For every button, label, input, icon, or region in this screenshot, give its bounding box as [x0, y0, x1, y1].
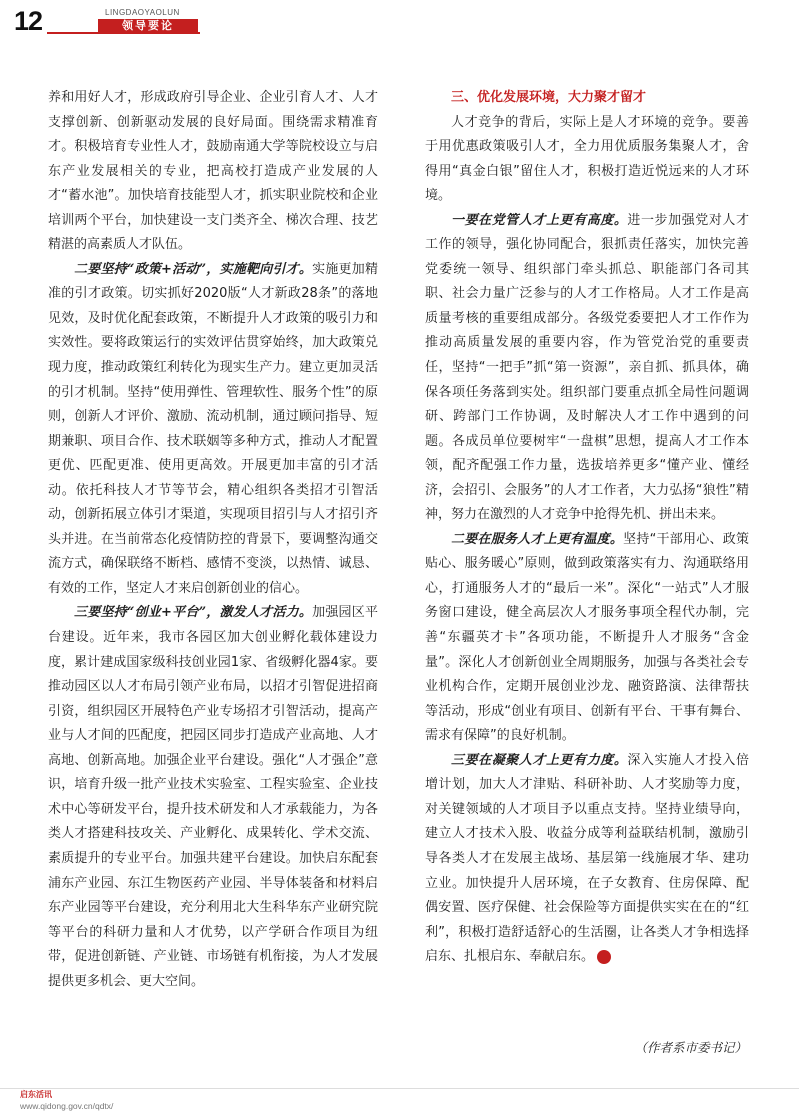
header-rule — [47, 32, 200, 34]
footer-brand: 启东活讯 — [20, 1090, 52, 1099]
paragraph-text: 实施更加精准的引才政策。切实抓好2020版“人才新政28条”的落地见效，及时优化配套政策，不断提升人才政策的吸引力和实效性。要将政策运行的实效评估贯穿始终，加大政策兑现力度，推动政策红利转化为现实生产力。建立更加灵活的引才机制。坚持“使用弹性、管理软性、服务个性”的原则，创新人才评价、激励、流动机制，通过顾问指导、短期兼职、项目合作、技术联姻等多种方式，推动人才配置更优、匹配更准、使用更高效。开展更加丰富的引才活动。依托科技人才节等节会，精心组织各类招才引智活动，创新拓展立体引才渠道，实现项目招引与人才招引齐头并进。在当前常态化疫情防控的背景下，要调整沟通交流方式，确保联络不断档、感情不变淡，以热情、诚恳、有效的工作，坚定人才来启创新创业的信心。 — [48, 261, 378, 596]
paragraph-lead: 三要坚持“创业+平台”，激发人才活力。 — [74, 605, 313, 621]
left-column — [48, 86, 378, 994]
paragraph-lead: 二要在服务人才上更有温度。 — [451, 531, 624, 547]
paragraph-lead: 三要在凝聚人才上更有力度。 — [451, 752, 628, 768]
author-note: （作者系市委书记） — [634, 1040, 747, 1055]
paragraph — [425, 749, 749, 970]
magazine-pinyin: LINGDAOYAOLUN — [105, 8, 180, 17]
paragraph — [425, 209, 749, 528]
paragraph-lead: 一要在党管人才上更有高度。 — [451, 212, 628, 228]
paragraph-text: 加强园区平台建设。近年来，我市各园区加大创业孵化载体建设力度，累计建成国家级科技创业园1家、省级孵化器4家。要推动园区以人才布局引领产业布局，以招才引智促进招商引资，组织园区开展特色产业专场招才引智活动，提高产业与人才间的匹配度，把园区同步打造成产业高地、人才高地、创新高地。加强企业平台建设。强化“人才强企”意识，培育升级一批产业技术实验室、工程实验室、企业技术中心等研发平台，提升技术研发和人才承载能力，为各类人才搭建科技攻关、产业孵化、成果转化、学术交流、素质提升的专业平台。加强共建平台建设。加快启东配套浦东产业园、东江生物医药产业园、半导体装备和材料启东产业园等平台建设，充分利用北大生科华东产业研究院等平台的科研力量和人才优势，以产学研合作项目为纽带，促进创新链、产业链、市场链有机衔接，为人才发展提供更多机会、更大空间。 — [48, 605, 378, 989]
footer-rule — [0, 1088, 799, 1089]
paragraph — [48, 86, 378, 258]
paragraph-text: 坚持“干部用心、政策贴心、服务暖心”原则，做到政策落实有力、沟通联络用心，打通服务人才的“最后一米”。深化“一站式”人才服务窗口建设，健全高层次人才服务事项全程代办制，完善“东疆英才卡”各项功能，不断提升人才服务“含金量”。深化人才创新创业全周期服务，加强与各类社会专业机构合作，定期开展创业沙龙、融资路演、法律帮扶等活动，形成“创业有项目、创新有平台、干事有舞台、需求有保障”的良好机制。 — [425, 531, 749, 744]
paragraph — [425, 111, 749, 209]
paragraph-lead: 二要坚持“政策+活动”，实施靶向引才。 — [74, 261, 313, 277]
footer-url: www.qidong.gov.cn/qdtx/ — [20, 1101, 114, 1111]
page-number: 12 — [14, 6, 43, 36]
paragraph — [48, 258, 378, 602]
paragraph-text: 进一步加强党对人才工作的领导，强化协同配合，狠抓责任落实，加快完善党委统一领导、组织部门牵头抓总、职能部门各司其职、社会力量广泛参与的人才工作格局。人才工作是高质量考核的重要组成部分。各级党委要把人才工作作为推动高质量发展的重要内容，作为管党治党的重要责任，坚持“一把手”抓“第一资源”，亲自抓、抓具体，确保各项任务落到实处。组织部门要重点抓全局性问题调研、跨部门工作协调，及时解决人才工作中遇到的问题。各成员单位要树牢“一盘棋”思想，提高人才工作本领，配齐配强工作力量，选拔培养更多“懂产业、懂经济，会招引、会服务”的人才工作者，大力弘扬“狼性”精神，努力在激烈的人才竞争中抢得先机、拼出未来。 — [425, 212, 749, 523]
section-heading: 三、优化发展环境，大力聚才留才 — [451, 90, 647, 105]
paragraph-text: 人才竞争的背后，实际上是人才环境的竞争。要善于用优惠政策吸引人才，全力用优质服务集聚人才，舍得用“真金白银”留住人才，积极打造近悦远来的人才环境。 — [425, 114, 749, 204]
magazine-name: 领导要论 — [98, 19, 198, 32]
paragraph-text: 深入实施人才投入倍增计划，加大人才津贴、科研补助、人才奖励等力度，对关键领域的人才项目予以重点支持。坚持业绩导向，建立人才技术入股、收益分成等利益联结机制，激励引导各类人才在发展主战场、基层第一线施展才华、建功立业。加快提升人居环境，在子女教育、住房保障、配偶安置、医疗保健、社会保险等方面提供实实在在的“红利”，积极打造舒适舒心的生活圈，让各类人才争相选择启东、扎根启东、奉献启东。 — [425, 752, 749, 965]
end-mark-icon: 启 — [597, 950, 611, 964]
paragraph — [48, 601, 378, 994]
right-column — [425, 86, 749, 970]
paragraph-text: 养和用好人才，形成政府引导企业、企业引育人才、人才支撑创新、创新驱动发展的良好局面。围绕需求精准育才。积极培育专业性人才，鼓励南通大学等院校设立与启东产业发展相关的专业，把高校打造成产业发展的人才“蓄水池”。加快培育技能型人才，抓实职业院校和企业培训两个平台，加快建设一支门类齐全、梯次合理、技艺精湛的高素质人才队伍。 — [48, 90, 378, 253]
paragraph — [425, 528, 749, 749]
